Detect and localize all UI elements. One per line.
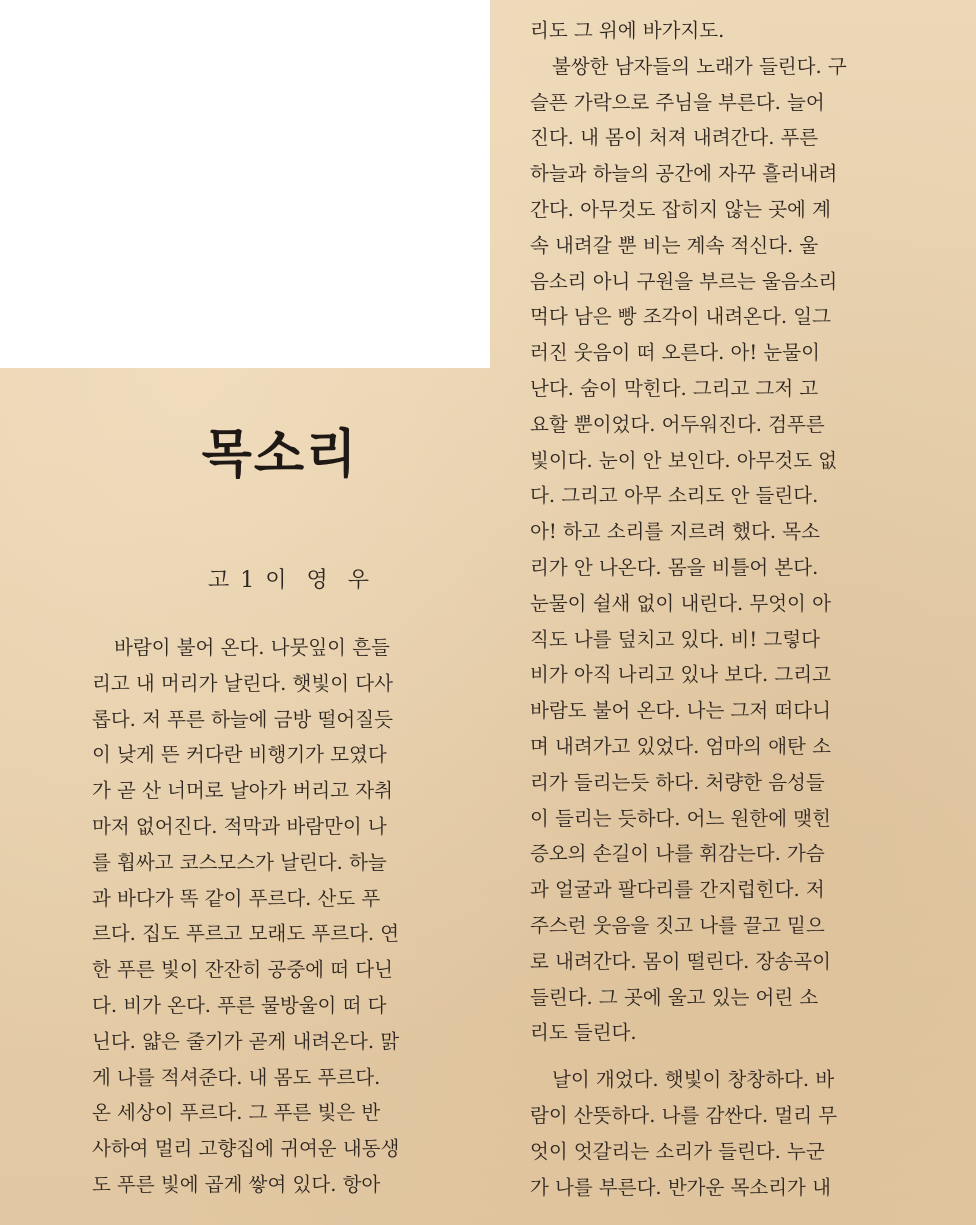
text-line: 바람도 불어 온다. 나는 그저 떠다니	[530, 699, 831, 723]
text-line: 이 낮게 뜬 커다란 비행기가 모였다	[92, 743, 387, 767]
article-title: 목소리	[201, 425, 359, 485]
text-line: 간다. 아무것도 잡히지 않는 곳에 계	[530, 197, 831, 221]
text-line: 과 얼굴과 팔다리를 간지럽힌다. 저	[530, 878, 825, 902]
text-line: 닌다. 얇은 줄기가 곧게 내려온다. 맑	[92, 1029, 400, 1053]
text-line: 눈물이 쉴새 없이 내린다. 무엇이 아	[530, 591, 831, 615]
text-line: 요할 뿐이었다. 어두워진다. 검푸른	[530, 412, 825, 436]
text-line: 마저 없어진다. 적막과 바람만이 나	[92, 814, 387, 838]
left-text-column	[92, 630, 492, 1203]
right-text-column	[530, 13, 930, 1205]
text-line: 온 세상이 푸르다. 그 푸른 빛은 반	[92, 1101, 381, 1125]
blank-cutout-area	[0, 0, 490, 368]
text-line: 르다. 집도 푸르고 모래도 푸르다. 연	[92, 922, 400, 946]
text-line: 아! 하고 소리를 지르려 했다. 목소	[530, 520, 820, 544]
text-line: 게 나를 적셔준다. 내 몸도 푸르다.	[92, 1065, 381, 1089]
text-line: 로 내려간다. 몸이 떨린다. 장송곡이	[530, 949, 831, 973]
text-line: 다. 그리고 아무 소리도 안 들린다.	[530, 484, 819, 508]
text-line: 이 들리는 듯하다. 어느 원한에 맺힌	[530, 806, 831, 830]
text-line: 비가 아직 나리고 있나 보다. 그리고	[530, 663, 831, 687]
text-line: 한 푸른 빛이 잔잔히 공중에 떠 다닌	[92, 958, 393, 982]
text-line: 람이 산뜻하다. 나를 감싼다. 멀리 무	[530, 1103, 838, 1127]
text-line: 가 곧 산 너머로 날아가 버리고 자취	[92, 779, 393, 803]
text-line: 를 휩싸고 코스모스가 날린다. 하늘	[92, 850, 387, 874]
text-line: 리도 그 위에 바가지도.	[530, 19, 725, 42]
text-line: 사하여 멀리 고향집에 귀여운 내동생	[92, 1137, 400, 1161]
text-line: 증오의 손길이 나를 휘감는다. 가슴	[530, 842, 825, 866]
text-line: 며 내려가고 있었다. 엄마의 애탄 소	[530, 734, 831, 758]
text-line: 다. 비가 온다. 푸른 물방울이 떠 다	[92, 993, 387, 1017]
text-line: 슬픈 가락으로 주님을 부른다. 늘어	[530, 90, 825, 114]
text-line: 속 내려갈 뿐 비는 계속 적신다. 울	[530, 233, 819, 257]
text-line: 먹다 남은 빵 조각이 내려온다. 일그	[530, 305, 831, 329]
text-line: 불쌍한 남자들의 노래가 들린다. 구	[552, 54, 847, 78]
text-line: 하늘과 하늘의 공간에 자꾸 흘러내려	[530, 162, 838, 186]
text-line: 과 바다가 똑 같이 푸르다. 산도 푸	[92, 886, 381, 910]
text-line: 주스런 웃음을 짓고 나를 끌고 밑으	[530, 913, 825, 937]
text-line: 리도 들린다.	[530, 1021, 637, 1045]
text-line: 리고 내 머리가 날린다. 햇빛이 다사	[92, 671, 393, 695]
author-byline: 고 1 이 영 우	[208, 568, 371, 593]
text-line: 빛이다. 눈이 안 보인다. 아무것도 없	[530, 448, 838, 472]
text-line: 음소리 아니 구원을 부르는 울음소리	[530, 269, 838, 293]
text-line: 가 나를 부른다. 반가운 목소리가 내	[530, 1175, 831, 1199]
text-line: 직도 나를 덮치고 있다. 비! 그렇다	[530, 627, 820, 651]
text-line: 난다. 숨이 막힌다. 그리고 그저 고	[530, 376, 819, 400]
text-line: 롭다. 저 푸른 하늘에 금방 떨어질듯	[92, 707, 393, 731]
text-line: 리가 들리는듯 하다. 처량한 음성들	[530, 770, 825, 794]
text-line: 바람이 불어 온다. 나뭇잎이 흔들	[114, 636, 390, 659]
text-line: 엇이 엇갈리는 소리가 들린다. 누군	[530, 1139, 825, 1163]
text-line: 진다. 내 몸이 처져 내려간다. 푸른	[530, 126, 819, 150]
text-line: 날이 개었다. 햇빛이 창창하다. 바	[552, 1068, 835, 1092]
text-line: 들린다. 그 곳에 울고 있는 어린 소	[530, 985, 819, 1009]
text-line: 러진 웃음이 떠 오른다. 아! 눈물이	[530, 341, 820, 365]
text-line: 도 푸른 빛에 곱게 쌓여 있다. 항아	[92, 1172, 381, 1196]
text-line: 리가 안 나온다. 몸을 비틀어 본다.	[530, 555, 819, 579]
